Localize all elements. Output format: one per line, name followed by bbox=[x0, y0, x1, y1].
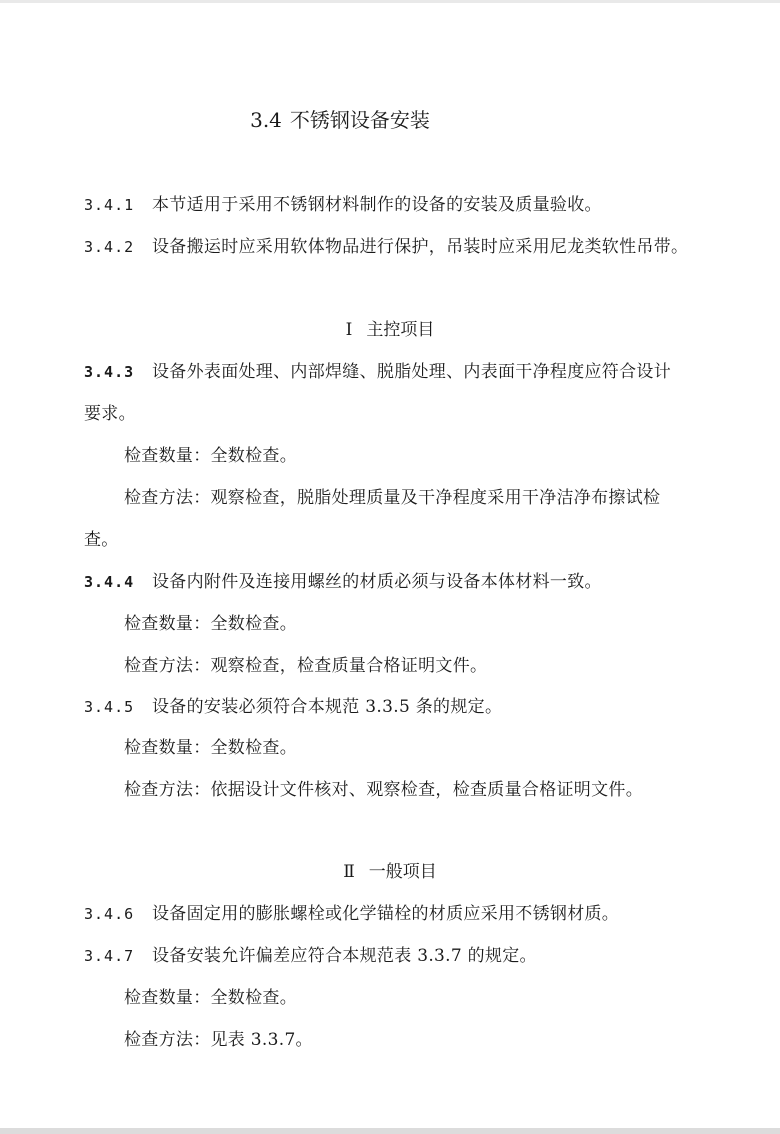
subsection-heading-general-items bbox=[0, 860, 780, 884]
clause-3-4-4 bbox=[84, 570, 602, 594]
check-quantity: 检查数量：全数检查。 bbox=[124, 614, 297, 634]
clause-text: 设备固定用的膨胀螺栓或化学锚栓的材质应采用不锈钢材质。 bbox=[152, 904, 620, 924]
subsection-heading-main-control bbox=[0, 318, 780, 342]
check-quantity: 检查数量：全数检查。 bbox=[124, 738, 297, 758]
section-title-text: 不锈钢设备安装 bbox=[289, 108, 430, 132]
clause-text: 设备搬运时应采用软体物品进行保护，吊装时应采用尼龙类软性吊带。 bbox=[152, 237, 689, 257]
check-method: 检查方法：观察检查，检查质量合格证明文件。 bbox=[124, 656, 488, 676]
roman-numeral: Ⅱ bbox=[343, 862, 355, 882]
clause-3-4-3-continuation: 要求。 bbox=[84, 404, 136, 424]
check-method: 检查方法：见表 3.3.7。 bbox=[124, 1030, 313, 1050]
subsection-heading-text: 一般项目 bbox=[368, 862, 437, 882]
clause-3-4-7 bbox=[84, 944, 537, 968]
clause-number: 3.4.3 bbox=[84, 363, 135, 381]
clause-number: 3.4.1 bbox=[84, 196, 135, 214]
subsection-heading-text: 主控项目 bbox=[366, 320, 435, 340]
clause-3-4-2 bbox=[84, 235, 688, 259]
clause-3-4-1 bbox=[84, 193, 602, 217]
clause-number: 3.4.4 bbox=[84, 573, 135, 591]
check-method-continuation: 查。 bbox=[84, 530, 119, 550]
clause-3-4-3 bbox=[84, 360, 671, 384]
clause-3-4-5 bbox=[84, 695, 502, 719]
clause-3-4-6 bbox=[84, 902, 619, 926]
clause-number: 3.4.6 bbox=[84, 905, 135, 923]
document-page bbox=[0, 3, 780, 1128]
roman-numeral: Ⅰ bbox=[345, 320, 353, 340]
clause-number: 3.4.2 bbox=[84, 238, 135, 256]
check-method: 检查方法：观察检查，脱脂处理质量及干净程度采用干净洁净布擦试检 bbox=[124, 488, 661, 508]
clause-text: 设备的安装必须符合本规范 3.3.5 条的规定。 bbox=[152, 697, 503, 717]
check-method: 检查方法：依据设计文件核对、观察检查，检查质量合格证明文件。 bbox=[124, 780, 643, 800]
page-bottom-edge bbox=[0, 1128, 780, 1134]
clause-text: 本节适用于采用不锈钢材料制作的设备的安装及质量验收。 bbox=[152, 195, 602, 215]
clause-number: 3.4.7 bbox=[84, 947, 135, 965]
check-quantity: 检查数量：全数检查。 bbox=[124, 446, 297, 466]
check-quantity: 检查数量：全数检查。 bbox=[124, 988, 297, 1008]
clause-text: 设备内附件及连接用螺丝的材质必须与设备本体材料一致。 bbox=[152, 572, 602, 592]
clause-text: 设备外表面处理、内部焊缝、脱脂处理、内表面干净程度应符合设计 bbox=[152, 362, 671, 382]
section-number: 3.4 bbox=[250, 108, 282, 132]
clause-number: 3.4.5 bbox=[84, 698, 135, 716]
clause-text: 设备安装允许偏差应符合本规范表 3.3.7 的规定。 bbox=[152, 946, 537, 966]
section-title bbox=[0, 106, 680, 134]
